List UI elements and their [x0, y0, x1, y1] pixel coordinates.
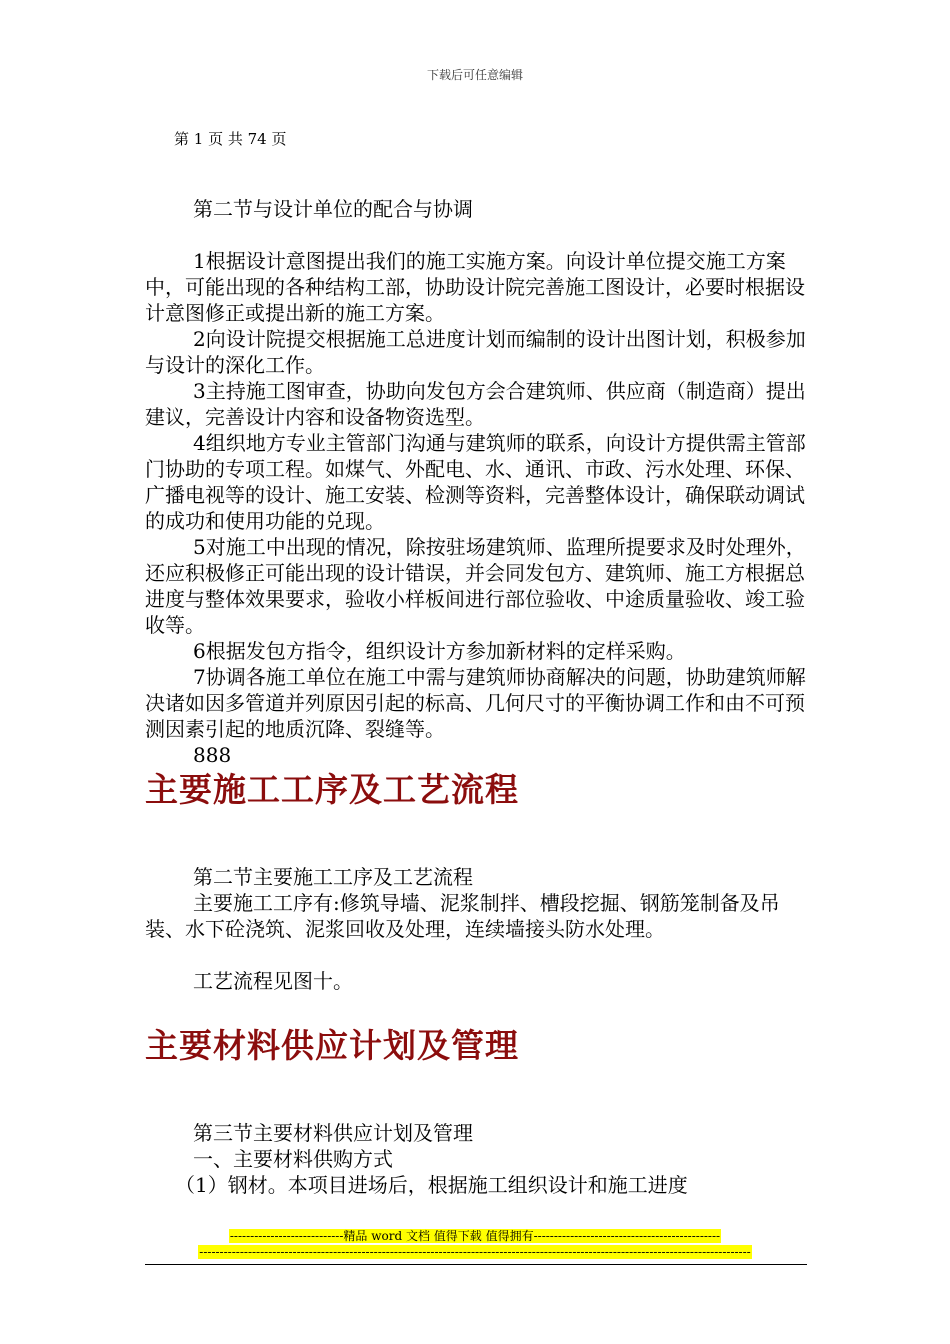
- paragraph: 5对施工中出现的情况，除按驻场建筑师、监理所提要求及时处理外，还应积极修正可能出现的设计错误，并会同发包方、建筑师、施工方根据总进度与整体效果要求，验收小样板间进行部位验收、中途质量验收、竣工验收等。: [145, 535, 806, 637]
- paragraph: 888: [193, 743, 232, 767]
- paragraph: 1根据设计意图提出我们的施工实施方案。向设计单位提交施工方案中，可能出现的各种结构工部，协助设计院完善施工图设计，必要时根据设计意图修正或提出新的施工方案。: [145, 249, 805, 325]
- footer-text: ----------------------------精品 word 文档 值得下载 值得拥有----------------------------------------------: [229, 1229, 721, 1243]
- page-number: 第 1 页 共 74 页: [174, 130, 287, 148]
- header-note: 下载后可任意编辑: [426, 68, 523, 82]
- document-body: [145, 196, 807, 1198]
- paragraph: 2向设计院提交根据施工总进度计划而编制的设计出图计划，积极参加与设计的深化工作。: [145, 327, 806, 377]
- section-title: 第二节主要施工工序及工艺流程: [193, 865, 473, 889]
- paragraph: 4组织地方专业主管部门沟通与建筑师的联系，向设计方提供需主管部门协助的专项工程。如煤气、外配电、水、通讯、市政、污水处理、环保、广播电视等的设计、施工安装、检测等资料，完善整体设计，确保联动调试的成功和使用功能的兑现。: [145, 431, 806, 533]
- paragraph: 6根据发包方指令，组织设计方参加新材料的定样采购。: [193, 639, 686, 663]
- paragraph: 7协调各施工单位在施工中需与建筑师协商解决的问题，协助建筑师解决诸如因多管道并列原因引起的标高、几何尺寸的平衡协调工作和由不可预测因素引起的地质沉降、裂缝等。: [145, 665, 806, 741]
- chapter-heading: 主要材料供应计划及管理: [145, 1026, 519, 1065]
- section-title: 第二节与设计单位的配合与协调: [193, 197, 473, 221]
- footer-rule: [145, 1264, 807, 1265]
- paragraph: 一、主要材料供购方式: [193, 1147, 393, 1171]
- paragraph: （1）钢材。本项目进场后，根据施工组织设计和施工进度: [175, 1173, 688, 1197]
- footer-banner: [0, 1245, 950, 1259]
- footer-text: ----------------------------------------------------------------------------------------------------------------------------------------: [199, 1245, 751, 1259]
- paragraph: 3主持施工图审查，协助向发包方会合建筑师、供应商（制造商）提出建议，完善设计内容和设备物资选型。: [145, 379, 806, 429]
- section-title: 第三节主要材料供应计划及管理: [193, 1121, 473, 1145]
- chapter-heading: 主要施工工序及工艺流程: [145, 770, 519, 809]
- paragraph: 主要施工工序有:修筑导墙、泥浆制拌、槽段挖掘、钢筋笼制备及吊装、水下砼浇筑、泥浆回收及处理，连续墙接头防水处理。: [145, 891, 780, 941]
- footer-banner: [0, 1229, 950, 1243]
- paragraph: 工艺流程见图十。: [193, 969, 353, 993]
